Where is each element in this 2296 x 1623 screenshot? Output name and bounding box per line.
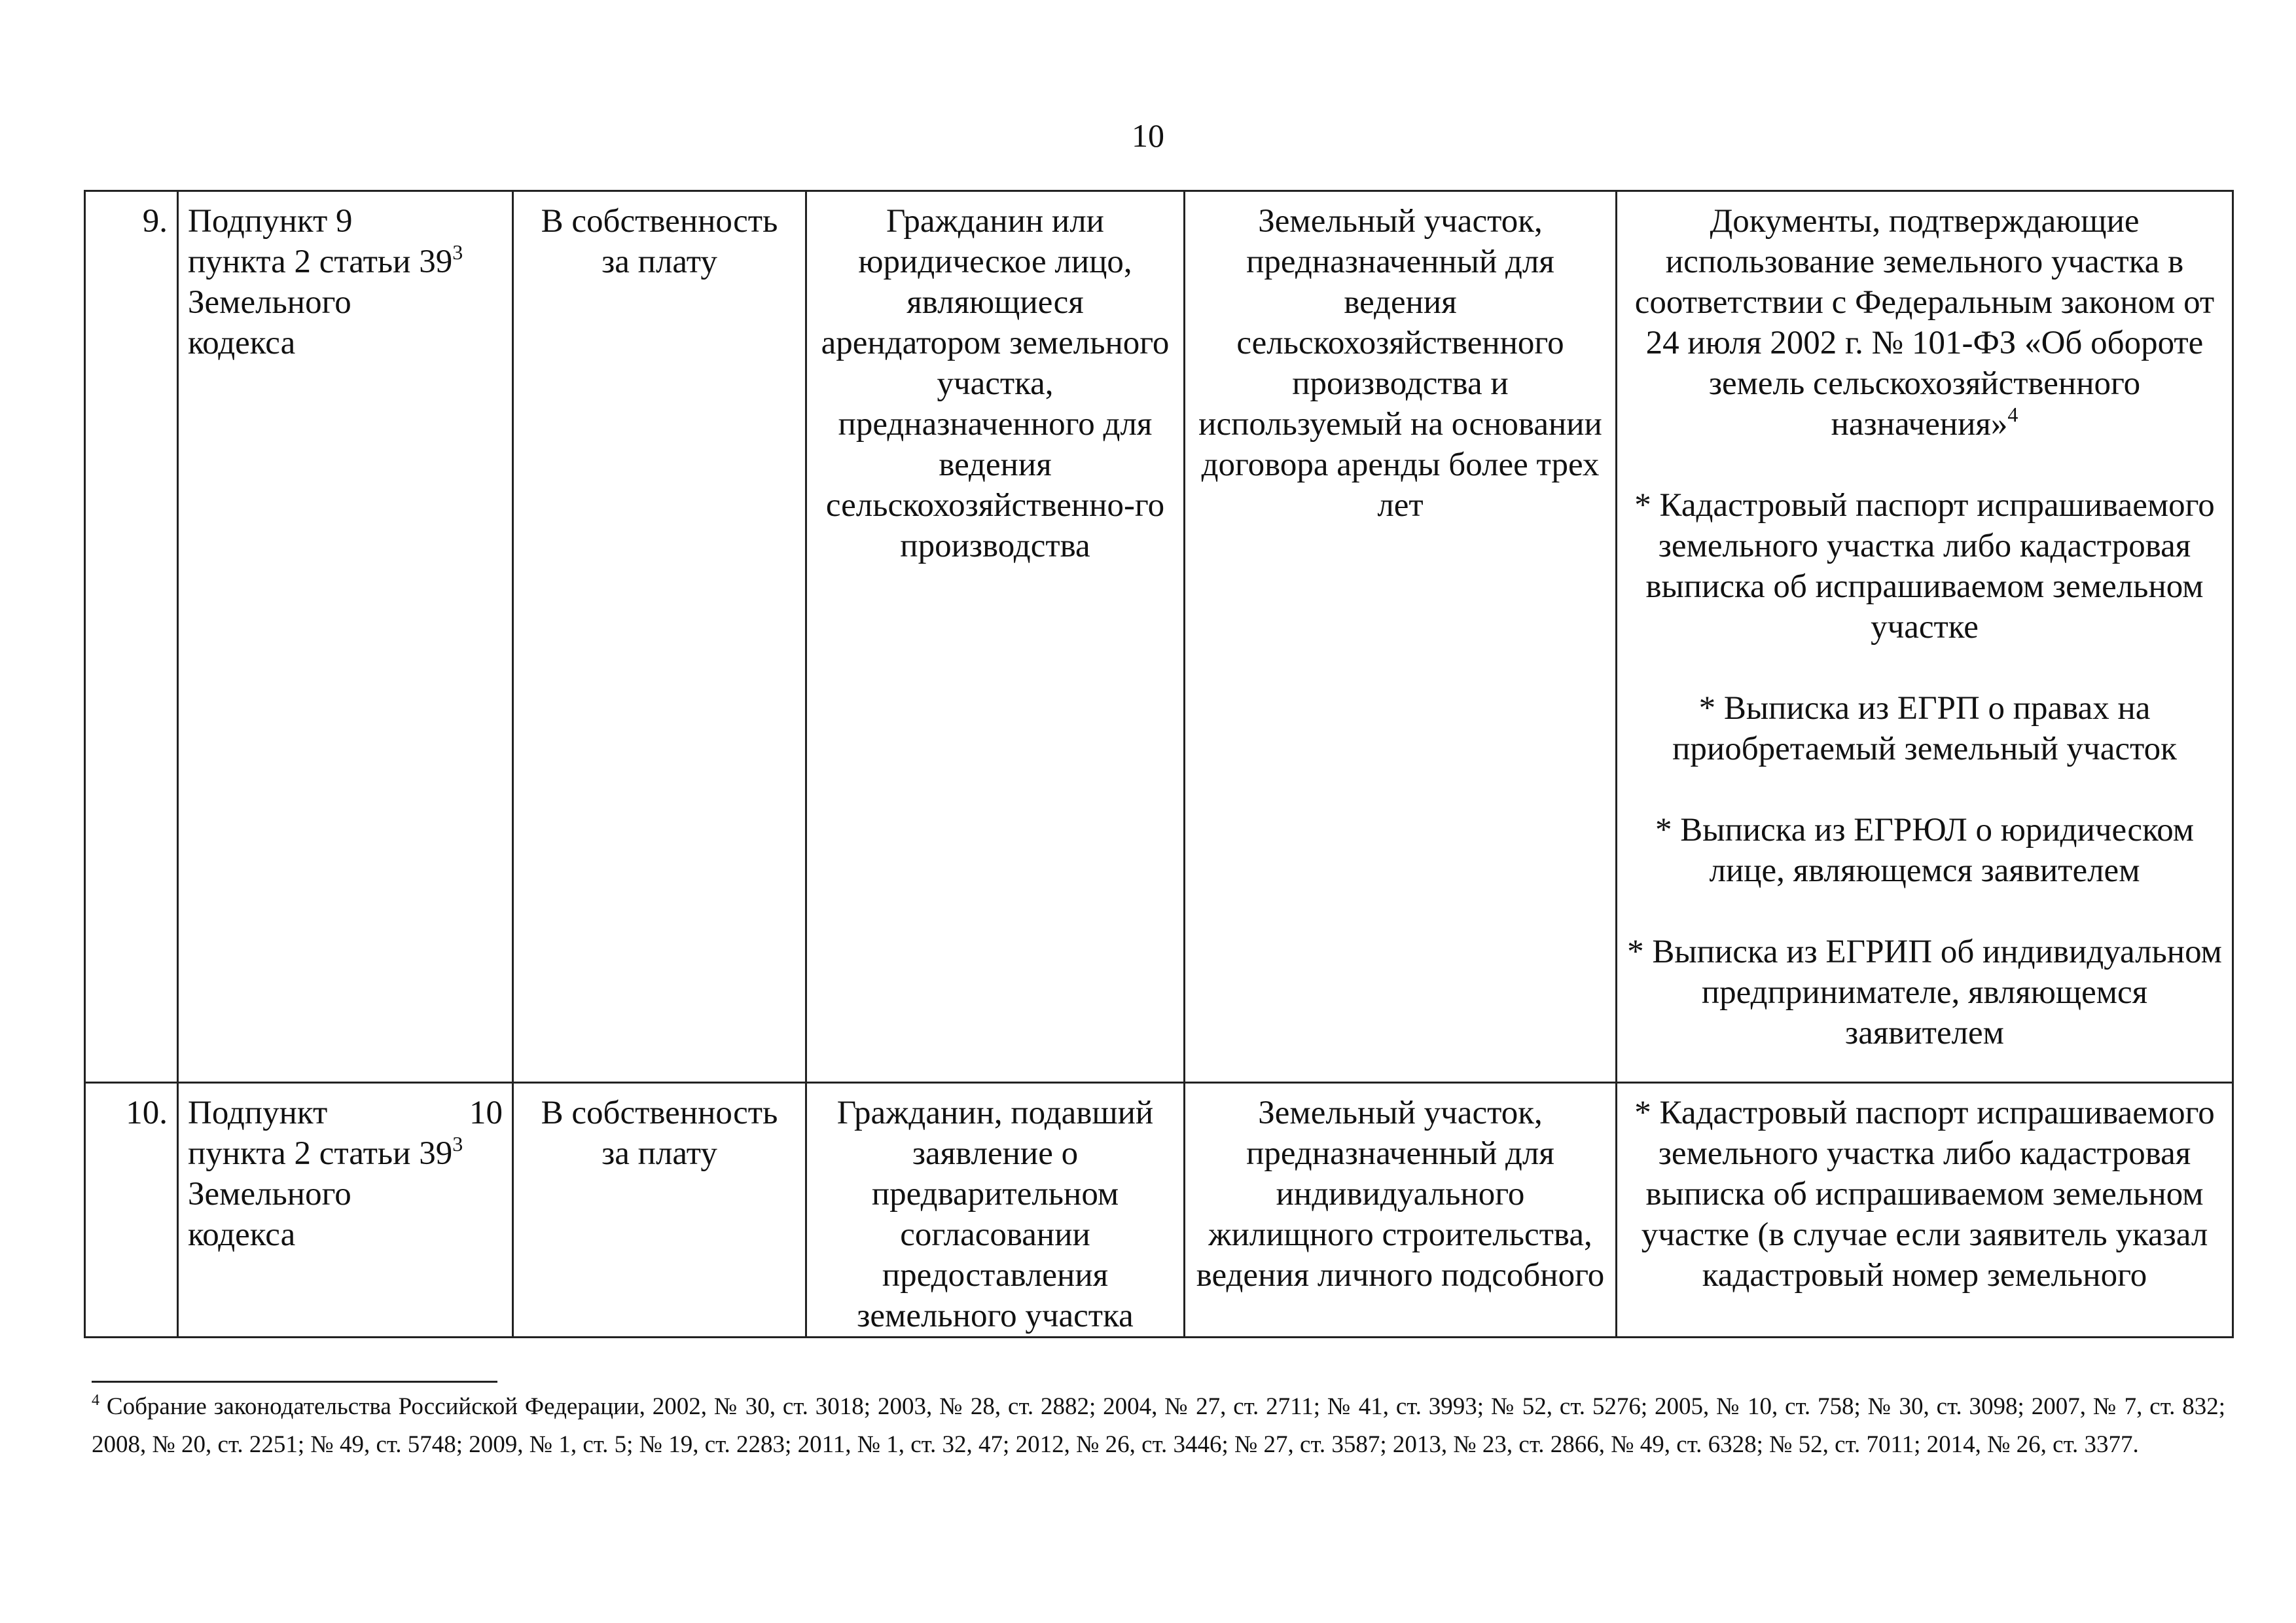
footnote	[92, 1388, 2225, 1464]
document-item: * Выписка из ЕГРИП об индивидуальном предпринимателе, являющемся заявителем	[1627, 934, 2222, 1051]
land-plot-cell: Земельный участок, предназначенный для ведения сельскохозяйственного производства и используемый на основании договора аренды более трех лет	[1185, 191, 1617, 1083]
documents-cell	[1617, 191, 2233, 1083]
document-item: * Выписка из ЕГРП о правах на приобретаемый земельный участок	[1672, 690, 2177, 767]
documents-cell	[1617, 1083, 2233, 1338]
page-number: 10	[1132, 117, 1164, 154]
table-row	[85, 1083, 2233, 1338]
legal-basis-line: пункта 2 статьи 39	[188, 244, 453, 280]
legal-basis-line: Земельного	[188, 284, 351, 321]
row-number: 9.	[85, 191, 178, 1083]
article-superscript: 3	[452, 240, 463, 264]
document-item: * Выписка из ЕГРЮЛ о юридическом лице, являющемся заявителем	[1655, 812, 2195, 889]
legal-basis-line: Земельного	[188, 1176, 351, 1213]
document-item: Документы, подтверждающие использование земельного участка в соответствии с Федеральным законом от 24 июля 2002 г. № 101-ФЗ «Об обороте земель сельскохозяйственного назначения»$^4$	[1634, 203, 2215, 443]
legal-basis-line: Подпункт 9	[188, 203, 353, 240]
applicant-cell: Гражданин, подавший заявление о предварительном согласовании предоставления земельного участка	[806, 1083, 1185, 1338]
document-item: * Кадастровый паспорт испрашиваемого земельного участка либо кадастровая выписка об испрашиваемом земельном участке (в случае если заявитель указал кадастровый номер земельного	[1634, 1095, 2215, 1294]
footnote-reference: 4	[2007, 403, 2018, 426]
row-number: 10.	[85, 1083, 178, 1338]
grant-form-cell: В собственность за плату	[513, 191, 806, 1083]
legal-basis-line: пункта 2 статьи 39	[188, 1135, 453, 1172]
grant-form-cell: В собственность за плату	[513, 1083, 806, 1338]
legal-basis-cell	[178, 1083, 513, 1338]
legal-basis-line: кодекса	[188, 1216, 296, 1253]
article-superscript: 3	[452, 1132, 463, 1156]
footnote-divider	[92, 1381, 497, 1383]
legal-basis-line: кодекса	[188, 325, 296, 361]
document-item: * Кадастровый паспорт испрашиваемого земельного участка либо кадастровая выписка об испрашиваемом земельном участке	[1634, 487, 2215, 646]
table-row	[85, 191, 2233, 1083]
legal-basis-line: Подпункт	[188, 1095, 328, 1131]
legal-basis-cell	[178, 191, 513, 1083]
applicant-cell: Гражданин или юридическое лицо, являющиеся арендатором земельного участка, предназначенного для ведения сельскохозяйственно-го производства	[806, 191, 1185, 1083]
land-plot-cell: Земельный участок, предназначенный для индивидуального жилищного строительства, ведения личного подсобного	[1185, 1083, 1617, 1338]
footnote-text: Собрание законодательства Российской Федерации, 2002, № 30, ст. 3018; 2003, № 28, ст. 2882; 2004, № 27, ст. 2711; № 41, ст. 3993; № 52, ст. 5276; 2005, № 10, ст. 758; № 30, ст. 3098; 2007, № 7, ст. 832; 2008, № 20, ст. 2251; № 49, ст. 5748; 2009, № 1, ст. 5; № 19, ст. 2283; 2011, № 1, ст. 32, 47; 2012, № 26, ст. 3446; № 27, ст. 3587; 2013, № 23, ст. 2866, № 49, ст. 6328; № 52, ст. 7011; 2014, № 26, ст. 3377.	[92, 1393, 2226, 1458]
legal-basis-line-number: 10	[469, 1095, 503, 1131]
land-grant-table	[84, 190, 2234, 1338]
footnote-mark: 4	[92, 1392, 99, 1409]
